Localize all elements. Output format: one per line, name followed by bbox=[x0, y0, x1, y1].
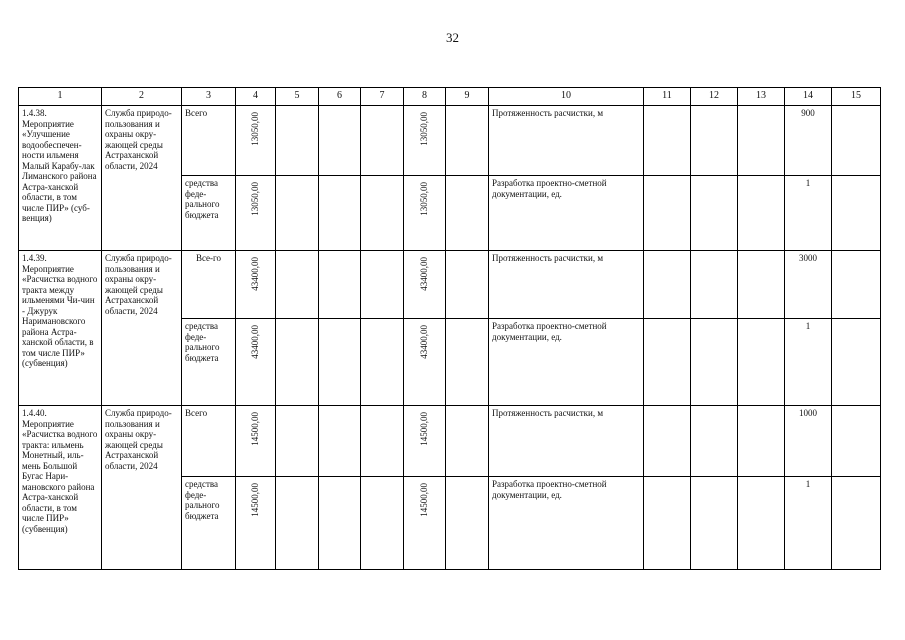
empty-cell bbox=[738, 251, 785, 319]
empty-cell bbox=[361, 319, 404, 406]
column-number: 9 bbox=[446, 88, 489, 106]
empty-cell bbox=[361, 176, 404, 251]
column-number: 14 bbox=[785, 88, 832, 106]
amount-value: 43400,00 bbox=[250, 325, 261, 359]
funding-source: Все-го bbox=[182, 251, 236, 319]
empty-cell bbox=[276, 176, 319, 251]
amount-value: 13050,00 bbox=[250, 112, 261, 146]
empty-cell bbox=[832, 251, 881, 319]
amount-value: 13050,00 bbox=[419, 112, 430, 146]
indicator-cell: Протяженность расчистки, м bbox=[489, 106, 644, 176]
amount-cell bbox=[236, 106, 276, 176]
empty-cell bbox=[738, 319, 785, 406]
amount-cell bbox=[404, 106, 446, 176]
amount-value: 14500,00 bbox=[250, 483, 261, 517]
column-number: 7 bbox=[361, 88, 404, 106]
indicator-cell: Разработка проектно-сметной документации, ед. bbox=[489, 477, 644, 570]
amount-cell bbox=[236, 251, 276, 319]
indicator-cell: Разработка проектно-сметной документации, ед. bbox=[489, 319, 644, 406]
activity-code: 1.4.39. bbox=[22, 253, 47, 263]
page-number: 32 bbox=[446, 30, 459, 45]
column-number: 1 bbox=[19, 88, 102, 106]
empty-cell bbox=[319, 477, 361, 570]
column-number: 13 bbox=[738, 88, 785, 106]
column-number: 6 bbox=[319, 88, 361, 106]
amount-cell bbox=[236, 477, 276, 570]
amount-cell bbox=[236, 406, 276, 477]
amount-cell bbox=[404, 319, 446, 406]
amount-cell bbox=[404, 251, 446, 319]
empty-cell bbox=[276, 251, 319, 319]
empty-cell bbox=[644, 176, 691, 251]
empty-cell bbox=[738, 406, 785, 477]
executor-cell: Служба природо-пользования и охраны окру-жающей среды Астраханской области, 2024 bbox=[102, 251, 182, 406]
empty-cell bbox=[691, 477, 738, 570]
table-row bbox=[19, 106, 881, 176]
amount-cell bbox=[404, 477, 446, 570]
empty-cell bbox=[691, 106, 738, 176]
funding-source: средства феде-рального бюджета bbox=[182, 176, 236, 251]
amount-value: 43400,00 bbox=[419, 325, 430, 359]
empty-cell bbox=[832, 477, 881, 570]
empty-cell bbox=[691, 176, 738, 251]
empty-cell bbox=[446, 406, 489, 477]
empty-cell bbox=[691, 319, 738, 406]
amount-value: 14500,00 bbox=[250, 412, 261, 446]
activity-name: Мероприятие «Улучшение водообеспечен-ности ильменя Малый Карабу-лак Лиманского района Астра-ханской области, в том числе ПИР» (суб-венция) bbox=[22, 118, 97, 223]
amount-value: 13050,00 bbox=[250, 182, 261, 216]
column-number: 8 bbox=[404, 88, 446, 106]
executor-cell: Служба природо-пользования и охраны окру-жающей среды Астраханской области, 2024 bbox=[102, 406, 182, 570]
amount-value: 14500,00 bbox=[419, 412, 430, 446]
amount-value: 43400,00 bbox=[419, 257, 430, 291]
empty-cell bbox=[361, 406, 404, 477]
empty-cell bbox=[361, 477, 404, 570]
indicator-cell: Протяженность расчистки, м bbox=[489, 251, 644, 319]
amount-value: 13050,00 bbox=[419, 182, 430, 216]
empty-cell bbox=[319, 106, 361, 176]
target-value: 900 bbox=[785, 106, 832, 176]
column-number: 15 bbox=[832, 88, 881, 106]
amount-cell bbox=[236, 319, 276, 406]
empty-cell bbox=[832, 106, 881, 176]
target-value: 3000 bbox=[785, 251, 832, 319]
table-row bbox=[19, 251, 881, 319]
activity-cell bbox=[19, 251, 102, 406]
activity-cell bbox=[19, 406, 102, 570]
column-number: 11 bbox=[644, 88, 691, 106]
amount-cell bbox=[404, 176, 446, 251]
empty-cell bbox=[319, 406, 361, 477]
empty-cell bbox=[738, 477, 785, 570]
indicator-cell: Протяженность расчистки, м bbox=[489, 406, 644, 477]
target-value: 1 bbox=[785, 319, 832, 406]
empty-cell bbox=[644, 106, 691, 176]
activity-cell bbox=[19, 106, 102, 251]
funding-source: Всего bbox=[182, 406, 236, 477]
empty-cell bbox=[446, 251, 489, 319]
target-value: 1 bbox=[785, 176, 832, 251]
activities-table bbox=[18, 87, 881, 570]
amount-cell bbox=[236, 176, 276, 251]
amount-cell bbox=[404, 406, 446, 477]
activity-code: 1.4.40. bbox=[22, 408, 47, 418]
column-number: 3 bbox=[182, 88, 236, 106]
indicator-cell: Разработка проектно-сметной документации, ед. bbox=[489, 176, 644, 251]
executor-cell: Служба природо-пользования и охраны окру-жающей среды Астраханской области, 2024 bbox=[102, 106, 182, 251]
empty-cell bbox=[319, 319, 361, 406]
empty-cell bbox=[276, 319, 319, 406]
empty-cell bbox=[691, 251, 738, 319]
empty-cell bbox=[319, 176, 361, 251]
activity-code: 1.4.38. bbox=[22, 108, 47, 118]
empty-cell bbox=[691, 406, 738, 477]
table-row bbox=[19, 406, 881, 477]
empty-cell bbox=[644, 319, 691, 406]
empty-cell bbox=[361, 251, 404, 319]
empty-cell bbox=[361, 106, 404, 176]
activity-name: Мероприятие «Расчистка водного тракта между ильменями Чи-чин - Джурук Наримановского района Астра-ханской области, в том числе ПИР» (субвенция) bbox=[22, 263, 98, 368]
column-number: 10 bbox=[489, 88, 644, 106]
amount-value: 14500,00 bbox=[419, 483, 430, 517]
target-value: 1 bbox=[785, 477, 832, 570]
empty-cell bbox=[319, 251, 361, 319]
empty-cell bbox=[738, 176, 785, 251]
column-number: 12 bbox=[691, 88, 738, 106]
empty-cell bbox=[446, 477, 489, 570]
target-value: 1000 bbox=[785, 406, 832, 477]
empty-cell bbox=[832, 319, 881, 406]
activity-name: Мероприятие «Расчистка водного тракта: ильмень Монетный, иль-мень Большой Бугас Нари-мановского района Астра-ханской области, в том числе ПИР» (субвенция) bbox=[22, 418, 98, 534]
column-number: 4 bbox=[236, 88, 276, 106]
column-number: 5 bbox=[276, 88, 319, 106]
empty-cell bbox=[276, 477, 319, 570]
column-number: 2 bbox=[102, 88, 182, 106]
empty-cell bbox=[276, 406, 319, 477]
funding-source: средства феде-рального бюджета bbox=[182, 477, 236, 570]
empty-cell bbox=[644, 251, 691, 319]
empty-cell bbox=[446, 319, 489, 406]
empty-cell bbox=[276, 106, 319, 176]
empty-cell bbox=[446, 176, 489, 251]
empty-cell bbox=[832, 176, 881, 251]
empty-cell bbox=[446, 106, 489, 176]
empty-cell bbox=[738, 106, 785, 176]
empty-cell bbox=[832, 406, 881, 477]
amount-value: 43400,00 bbox=[250, 257, 261, 291]
funding-source: Всего bbox=[182, 106, 236, 176]
funding-source: средства феде-рального бюджета bbox=[182, 319, 236, 406]
empty-cell bbox=[644, 477, 691, 570]
empty-cell bbox=[644, 406, 691, 477]
column-header-row bbox=[19, 88, 881, 106]
